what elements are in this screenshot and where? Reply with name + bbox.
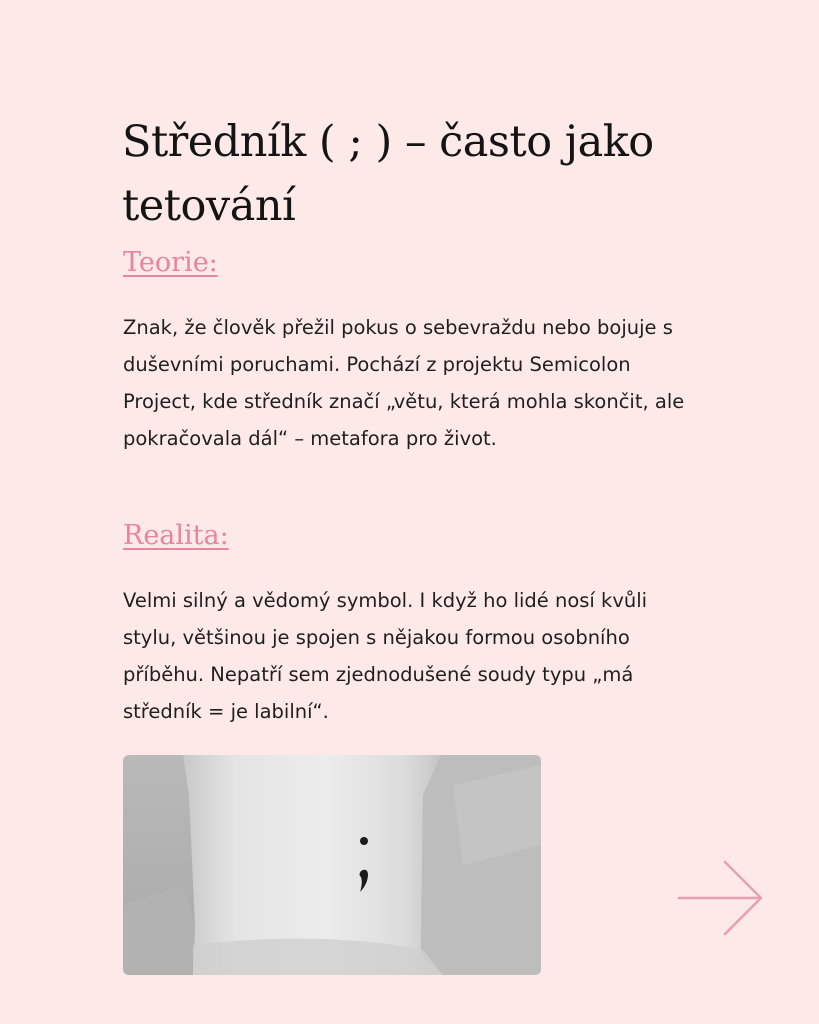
semicolon-tattoo-photo: [123, 755, 541, 975]
section-heading-realita: Realita:: [123, 520, 229, 551]
page-title: Středník ( ; ) – často jako tetování: [122, 117, 654, 231]
section-heading-teorie: Teorie:: [123, 247, 218, 278]
section-text-realita: Velmi silný a vědomý symbol. I když ho lidé nosí kvůli stylu, většinou je spojen s nějakou formou osobního příběhu. Nepatří sem zjednodušené soudy typu „má středník = je labilní“.: [123, 589, 648, 723]
section-text-teorie: Znak, že člověk přežil pokus o sebevraždu nebo bojuje s duševními poruchami. Pochází z projektu Semicolon Project, kde středník značí „větu, která mohla skončit, ale pokračovala dál“ – metafora pro život.: [123, 316, 685, 450]
arrow-right-icon[interactable]: [677, 858, 765, 938]
